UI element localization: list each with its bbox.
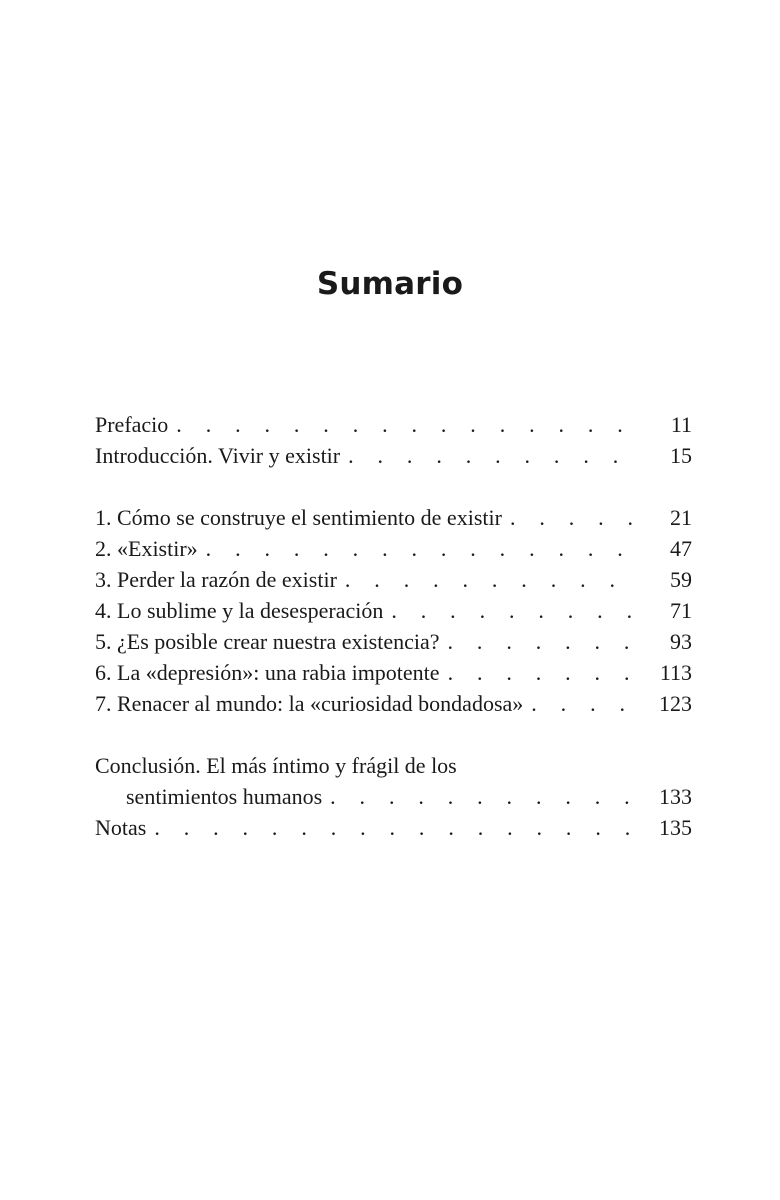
- dot-leader: [337, 564, 638, 595]
- page-title: Sumario: [316, 266, 464, 302]
- dot-leader: [322, 781, 638, 812]
- toc-entry-notas[interactable]: [95, 812, 692, 843]
- toc-entry-page: 135: [659, 815, 692, 840]
- toc-entry-chapter-3[interactable]: [95, 564, 692, 595]
- toc-entry-page: 59: [670, 567, 692, 592]
- dot-leader: [440, 626, 638, 657]
- toc-entry-label: Notas: [95, 815, 147, 840]
- dot-leader: [340, 440, 638, 471]
- toc-entry-label: 7. Renacer al mundo: la «curiosidad bondadosa»: [95, 691, 524, 716]
- toc-entry-page: 15: [670, 443, 692, 468]
- toc-entry-page: 11: [670, 412, 692, 437]
- dot-leader: [198, 533, 638, 564]
- toc-entry-chapter-2[interactable]: [95, 533, 692, 564]
- toc-entry-page: 93: [670, 629, 692, 654]
- toc-entry-label: Introducción. Vivir y existir: [95, 443, 341, 468]
- toc-entry-label: 5. ¿Es posible crear nuestra existencia?: [95, 629, 440, 654]
- toc-entry-prefacio[interactable]: [95, 409, 692, 440]
- table-of-contents: [95, 409, 692, 843]
- toc-entry-conclusion-line-1[interactable]: Conclusión. El más íntimo y frágil de los: [95, 753, 457, 778]
- dot-leader: [502, 502, 638, 533]
- toc-entry-introduccion[interactable]: [95, 440, 692, 471]
- toc-entry-chapter-7[interactable]: [95, 688, 692, 719]
- toc-entry-page: 21: [670, 505, 692, 530]
- toc-entry-conclusion[interactable]: [95, 781, 692, 812]
- toc-entry-page: 71: [670, 598, 692, 623]
- toc-entry-label: sentimientos humanos: [126, 784, 323, 809]
- toc-entry-label: 3. Perder la razón de existir: [95, 567, 337, 592]
- toc-entry-page: 113: [659, 660, 692, 685]
- dot-leader: [440, 657, 638, 688]
- toc-entry-page: 47: [670, 536, 692, 561]
- toc-entry-label: 6. La «depresión»: una rabia impotente: [95, 660, 440, 685]
- toc-entry-label: 4. Lo sublime y la desesperación: [95, 598, 384, 623]
- toc-entry-label: Prefacio: [95, 412, 169, 437]
- toc-entry-label: 1. Cómo se construye el sentimiento de existir: [95, 505, 502, 530]
- toc-entry-page: 123: [659, 691, 692, 716]
- dot-leader: [383, 595, 638, 626]
- toc-entry-page: 133: [659, 784, 692, 809]
- dot-leader: [523, 688, 638, 719]
- toc-entry-chapter-5[interactable]: [95, 626, 692, 657]
- toc-entry-chapter-1[interactable]: [95, 502, 692, 533]
- toc-entry-label: 2. «Existir»: [95, 536, 198, 561]
- toc-entry-chapter-4[interactable]: [95, 595, 692, 626]
- dot-leader: [146, 812, 638, 843]
- dot-leader: [168, 409, 638, 440]
- toc-entry-chapter-6[interactable]: [95, 657, 692, 688]
